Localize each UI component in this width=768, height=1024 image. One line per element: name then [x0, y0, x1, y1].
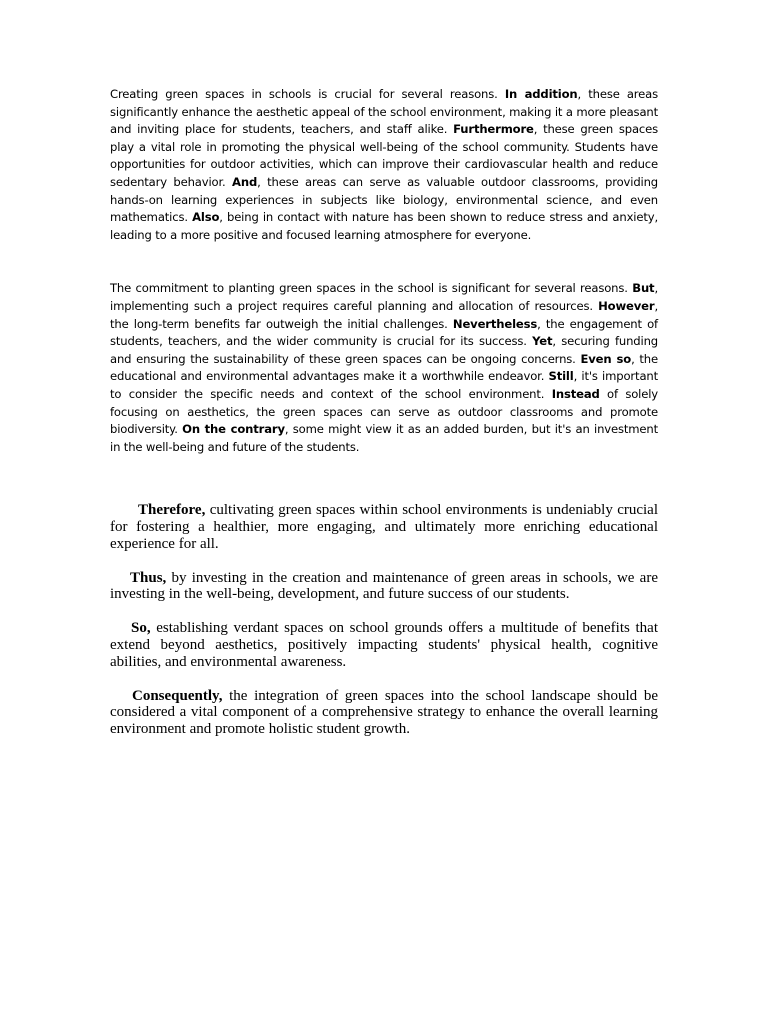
paragraph-spacer — [110, 244, 658, 280]
bold-connector: Thus, — [130, 569, 167, 586]
bold-connector: In addition — [504, 87, 578, 101]
conclusion-therefore — [110, 502, 658, 552]
text-run: , the engagement of students, teachers, and the wider community is crucial for its success. — [110, 316, 658, 349]
text-run: , these areas significantly enhance the aesthetic appeal of the school environment, making it a more pleasant and inviting place for students, teachers, and staff alike. — [110, 87, 658, 137]
text-run: , these areas can serve as valuable outdoor classrooms, providing hands-on learning experiences in subjects like biology, environmental science, and even mathematics. — [110, 174, 659, 225]
bold-connector: Still — [548, 369, 574, 384]
document-body — [110, 86, 658, 755]
bold-connector: But — [632, 281, 655, 296]
text-run: by investing in the creation and maintenance of green areas in schools, we are investing in the well-being, development, and future success of our students. — [110, 569, 658, 603]
bold-connector: Therefore, — [138, 502, 206, 519]
text-run: The commitment to planting green spaces in the school is significant for several reasons. — [110, 281, 633, 296]
bold-connector: Even so — [580, 351, 632, 366]
bold-connector: So, — [131, 620, 151, 637]
bold-connector: On the contrary — [182, 422, 285, 437]
text-run: , the educational and environmental advantages make it a worthwhile endeavor. — [110, 351, 658, 384]
bold-connector: However — [598, 298, 655, 313]
text-run: , being in contact with nature has been shown to reduce stress and anxiety, leading to a more positive and focused learning atmosphere for everyone. — [110, 210, 658, 242]
bold-connector: Furthermore — [453, 122, 534, 137]
bold-connector: Nevertheless — [452, 316, 538, 331]
paragraph-benefits — [110, 86, 658, 244]
bold-connector: Instead — [551, 386, 600, 401]
text-run: , some might view it as an added burden, but it's an investment in the well-being and future of the students. — [110, 422, 658, 454]
bold-connector: And — [232, 174, 258, 189]
conclusion-consequently — [110, 688, 658, 738]
text-run: , the long-term benefits far outweigh the initial challenges. — [110, 298, 658, 331]
conclusion-so — [110, 620, 658, 670]
bold-connector: Yet — [532, 334, 553, 349]
text-run: , securing funding and ensuring the sustainability of these green spaces can be ongoing concerns. — [110, 334, 658, 366]
text-run: cultivating green spaces within school environments is undeniably crucial for fostering a healthier, more engaging, and ultimately more enriching educational experience for all. — [110, 502, 658, 552]
bold-connector: Also — [192, 210, 220, 225]
text-run: , it's important to consider the specific needs and context of the school environment. — [110, 369, 658, 401]
bold-connector: Consequently, — [132, 687, 223, 704]
text-run: , these green spaces play a vital role in promoting the physical well-being of the school community. Students have opportunities for outdoor activities, which can improve their cardiovascular health and reduce sedentary behavior. — [110, 122, 659, 189]
conclusion-thus — [110, 570, 658, 604]
paragraph-commitment — [110, 280, 658, 456]
text-run: of solely focusing on aesthetics, the green spaces can serve as outdoor classrooms and promote biodiversity. — [110, 386, 658, 437]
text-run: Creating green spaces in schools is crucial for several reasons. — [110, 87, 505, 101]
text-run: establishing verdant spaces on school grounds offers a multitude of benefits that extend beyond aesthetics, positively impacting students' physical health, cognitive abilities, and environmental awareness. — [110, 620, 658, 670]
text-run: , implementing such a project requires careful planning and allocation of resources. — [110, 281, 658, 313]
text-run: the integration of green spaces into the school landscape should be considered a vital component of a comprehensive strategy to enhance the overall learning environment and promote holistic student growth. — [110, 687, 658, 738]
paragraph-spacer — [110, 456, 658, 502]
